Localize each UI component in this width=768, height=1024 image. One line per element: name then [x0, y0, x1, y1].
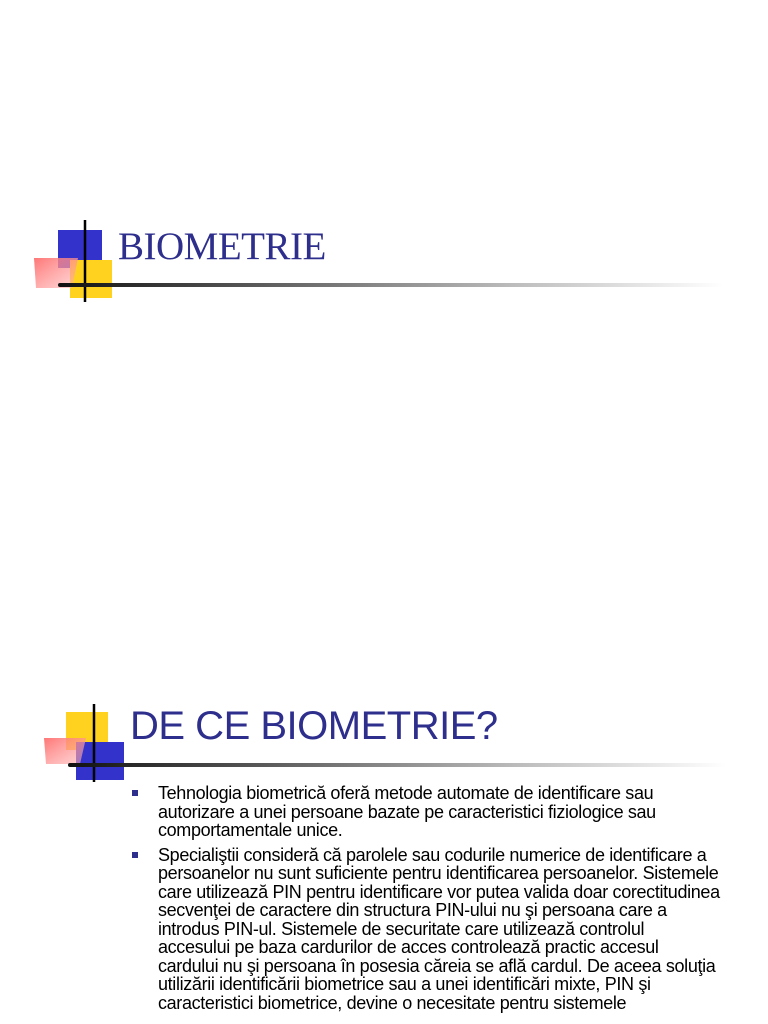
slide-title: BIOMETRIE: [118, 225, 326, 268]
bullet-text: Specialiştii consideră că parolele sau codurile numerice de identificare a persoanelor nu sunt suficiente pentru identificarea persoanelor. Sistemele care utilizează PIN pentru identificare vor putea valida doar corectitudinea secvenţei de caractere din structura PIN-ului nu şi persoana care a introdus PIN-ul. Sistemele de securitate care utilizează controlul accesului pe baza cardurilor de acces controlează practic accesul cardului nu şi persoana în posesia căreia se află cardul. De aceea soluţia utilizării identificării biometrice sau a unei identificări mixte, PIN şi caracteristici biometrice, devine o necesitate pentru sistemele: [158, 844, 720, 1013]
slide-title: DE CE BIOMETRIE?: [130, 704, 498, 748]
slide-decoration-logo: [32, 218, 128, 304]
bullet-list: [130, 784, 720, 1018]
square-bullet-icon: [132, 790, 138, 796]
bullet-item: [130, 846, 720, 1013]
title-underline: [58, 283, 723, 287]
title-underline: [68, 763, 726, 767]
bullet-text: Tehnologia biometrică oferă metode automate de identificare sau autorizare a unei persoane bazate pe caracteristici fiziologice sau comportamentale unice.: [158, 783, 656, 840]
slide-decoration-logo: [42, 704, 138, 786]
square-bullet-icon: [132, 852, 138, 858]
bullet-item: [130, 784, 720, 840]
